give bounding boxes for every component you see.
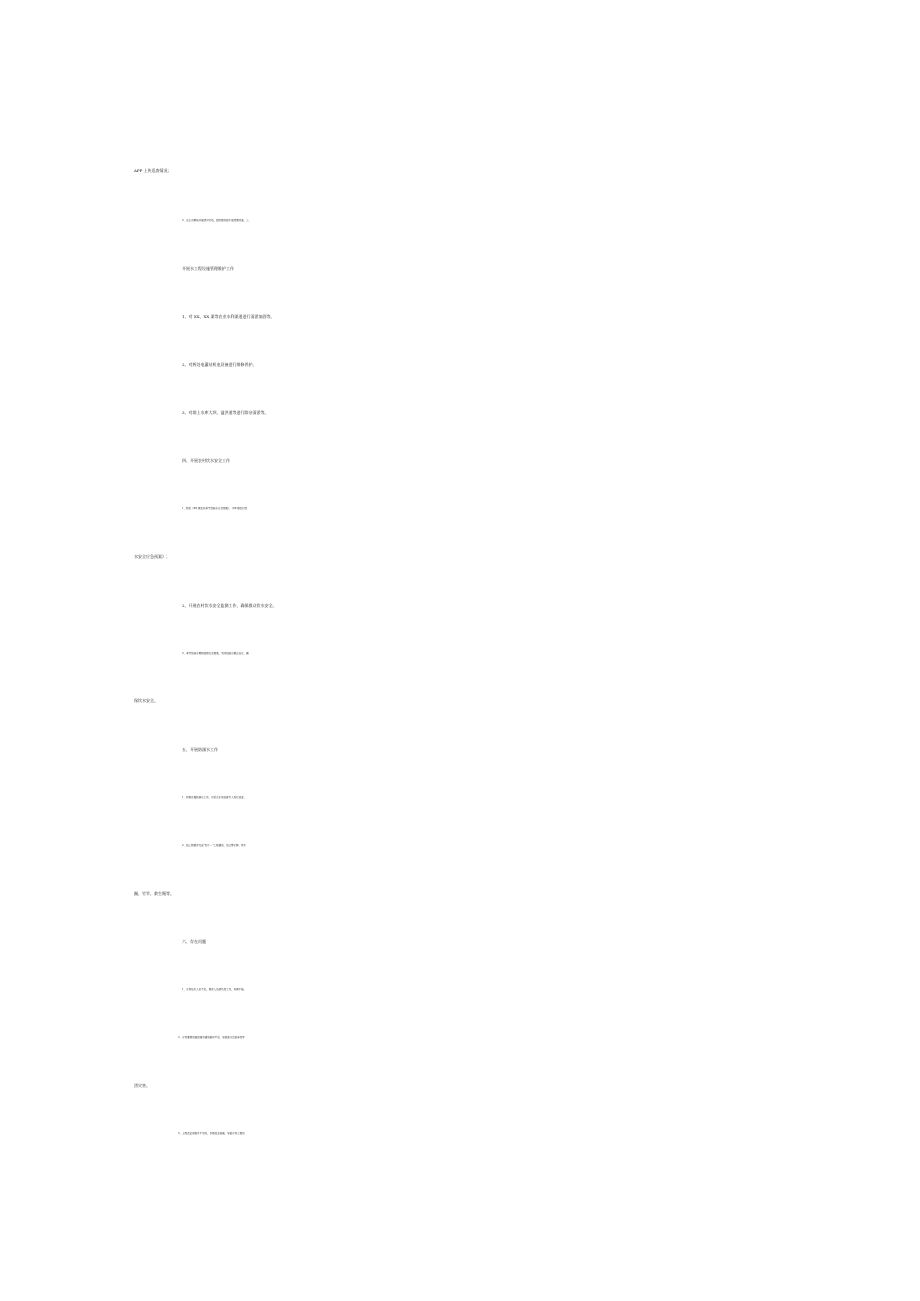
list-item-continuation: 保饮水安全。 [134, 698, 158, 703]
body-line: APP 上传巡查情况； [134, 168, 172, 173]
list-item: 2、开展农村饮水安全监测工作，确保群众饮水安全。 [182, 603, 277, 608]
list-item: 3、上级资金有限且不及时，乡镇资金拮据，导致水利工程设 [178, 1132, 245, 1135]
list-item: 1、对 XX、XX 渠等农业水利渠道进行清淤加固等。 [182, 314, 275, 319]
list-item: 3、季节性缺水期间按照应急预案，及时给缺水群众送水，确 [182, 652, 249, 655]
list-item: 1、制定《XX 镇农村季节性缺水应急预案》、《XX 镇农村饮 [182, 507, 248, 510]
list-item: 3、对坳上水库大坝、溢洪道等进行除杂清淤等。 [182, 410, 269, 415]
body-line: 3、在主汛期前开展清河行动，组织镇村组干部清理河道。三、 [182, 219, 252, 222]
list-item: 2、对两处电灌站机电设备进行维修养护。 [182, 362, 257, 367]
section-heading: 六、存在问题 [182, 939, 206, 944]
list-item-continuation: 水安全应急预案》； [134, 554, 170, 559]
list-item-continuation: 圈、竹竿、救生绳等。 [134, 891, 174, 896]
section-heading: 四、开展农村饮水安全工作 [182, 458, 230, 463]
list-item: 2、水利灌溉设施因城市建设破坏严重，导致部分农田易受旱 [178, 1036, 245, 1039]
list-item-continuation: 涝灾害。 [134, 1083, 150, 1088]
list-item: 1、水利技术人员不足，现有人员超负荷工作，青黄不接。 [182, 988, 247, 991]
list-item: 2、按上级要求完成“四个一”工程建设，设立警示牌、救生 [182, 844, 247, 847]
section-heading: 五、开展防溺水工作 [182, 747, 218, 752]
list-item: 1、积极开展防溺水工作，对重点水域安排专人进行巡查。 [182, 796, 247, 799]
section-heading: 开展水工程设施管理维护工作 [182, 266, 234, 271]
